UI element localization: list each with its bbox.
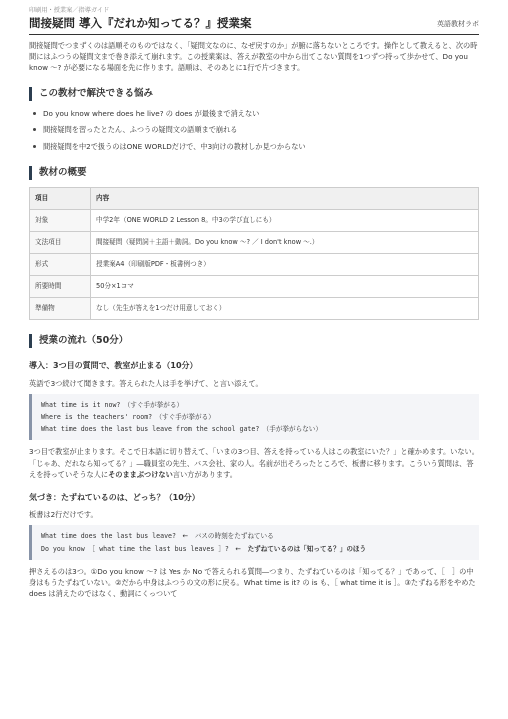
column-header: 項目 <box>30 187 91 209</box>
row-value: 間接疑問（疑問詞＋主語＋動詞。Do you know ～? ／ I don't know ～.） <box>91 231 479 253</box>
board-line: Do you know ［ what time the last bus leaves ］? ← たずねているのは「知ってる？」のほう <box>41 544 367 553</box>
problem-list <box>29 108 479 151</box>
emphasis-text: そのままぶつけない <box>108 469 173 479</box>
row-value: 50分×1コマ <box>91 275 479 297</box>
row-value: なし（先生が答えを1つだけ用意しておく） <box>91 297 479 319</box>
row-label: 文法項目 <box>30 231 91 253</box>
board-line: What time does the last bus leave? ← バスの時刻をたずねている <box>41 532 274 541</box>
row-label: 形式 <box>30 253 91 275</box>
list-item: 間接疑問を中2で扱うのはONE WORLDだけで、中3向けの教材しか見つからない <box>39 141 479 152</box>
page-title: 間接疑問 導入『だれか知ってる？』授業案 <box>29 15 252 30</box>
example-box-questions <box>29 394 479 441</box>
step-lead: 板書は2行だけです。 <box>29 510 98 520</box>
left-arrow-icon: ← <box>235 544 241 553</box>
table-row <box>30 253 479 275</box>
step-heading-intro: 導入：3つ目の質問で、教室が止まる（10分） <box>29 361 198 371</box>
row-value: 授業案A4（印刷版PDF・板書例つき） <box>91 253 479 275</box>
intro-paragraph: 間接疑問でつまずくのは語順そのものではなく、「疑問文なのに、なぜ戻すのか」が腑に落ちないところです。操作として教えると、次の時間にはふつうの疑問文まで巻き添えて崩れます。この授業案は、答えが教室の中から出てこない質問を1つずつ持って歩かせて、Do you know ～? が必要になる場面を先に作ります。語順は、そのあとに1行で片づきます。 <box>29 40 478 72</box>
breadcrumb: 印刷用・授業案／指導ガイド <box>29 7 110 14</box>
step-lead: 英語で3つ続けて聞きます。答えられた人は手を挙げて、と言い添えて。 <box>29 378 263 388</box>
table-header-row <box>30 187 479 209</box>
left-arrow-icon: ← <box>182 532 189 541</box>
section-heading-overview: 教材の概要 <box>29 166 479 180</box>
table-row <box>30 275 479 297</box>
example-line: What time is it now? （すぐ手が挙がる） <box>41 400 184 409</box>
table-row <box>30 231 479 253</box>
example-line: What time does the last bus leave from the school gate? （手が挙がらない） <box>41 425 322 434</box>
row-label: 対象 <box>30 209 91 231</box>
overview-table <box>29 187 479 320</box>
section-heading-flow: 授業の流れ（50分） <box>29 334 479 348</box>
section-heading-problems: この教材で解決できる悩み <box>29 87 479 101</box>
table-row <box>30 297 479 319</box>
column-header: 内容 <box>91 187 479 209</box>
page-header <box>29 16 479 35</box>
example-line: Where is the teachers' room? （すぐ手が挙がる） <box>41 412 215 421</box>
row-label: 準備物 <box>30 297 91 319</box>
example-box-board <box>29 525 479 559</box>
table-row <box>30 209 479 231</box>
step-paragraph: 押さえるのは3つ。①Do you know ～? は Yes か No で答えられる質問―つまり、たずねているのは「知ってる？」であって、［ ］の中身はもうたずねていない。②だから中身はふつうの文の形に戻る。What time is it? の is も、［ what time it is ］。③たずねる形をやめた does は消えたのではなく、動詞にくっついて <box>29 566 476 599</box>
list-item: Do you know where does he live? の does が最後まで消えない <box>39 108 479 119</box>
list-item: 間接疑問を習ったとたん、ふつうの疑問文の語順まで崩れる <box>39 124 479 135</box>
row-label: 所要時間 <box>30 275 91 297</box>
step-heading-notice: 気づき：たずねているのは、どっち？（10分） <box>29 492 200 502</box>
row-value: 中学2年（ONE WORLD 2 Lesson 8。中3の学び直しにも） <box>91 209 479 231</box>
step-paragraph: 3つ目で教室が止まります。そこで日本語に切り替えて、「いまの3つ目、答えを持っている人はこの教室にいた？」と確かめます。いない。「じゃあ、だれなら知ってる？」―職員室の先生、バス会社、家の人。名前が出そろったところで、板書に移ります。こういう質問は、答えを持っていそうな人にそのままぶつけない言い方があります。 <box>29 447 479 479</box>
brand-name: 英語教材ラボ <box>437 19 479 28</box>
